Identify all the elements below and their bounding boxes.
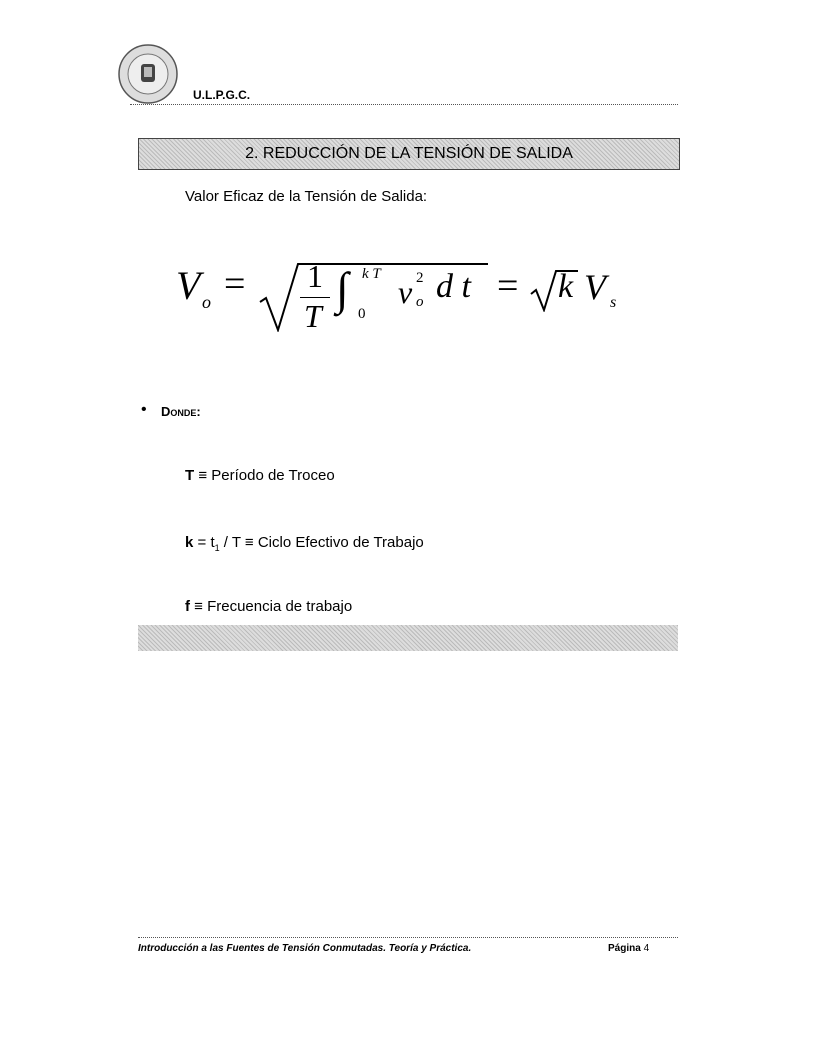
formula-numerator: 1 (307, 258, 323, 294)
intro-text: Valor Eficaz de la Tensión de Salida: (185, 188, 428, 205)
formula-sub-o2: o (416, 294, 424, 310)
footer-title: Introducción a las Fuentes de Tensión Conmutadas. Teoría y Práctica. (138, 943, 472, 954)
def-subscript: 1 (214, 543, 220, 553)
header-org: U.L.P.G.C. (193, 88, 251, 102)
formula-equals-2: = (497, 265, 519, 307)
def-text: = t (193, 534, 215, 551)
definition-f (185, 598, 352, 615)
formula-exp-2: 2 (416, 270, 424, 286)
formula-V: V (176, 263, 201, 308)
university-seal-logo (117, 44, 179, 104)
integral-upper: k T (362, 266, 381, 282)
integral-sign: ∫ (336, 263, 349, 314)
formula-equals: = (224, 263, 246, 305)
page-number: 4 (643, 943, 650, 954)
footer-divider (138, 937, 678, 938)
def-text-2: / T ≡ Ciclo Efectivo de Trabajo (219, 534, 424, 551)
formula-Vs: V (584, 267, 606, 307)
formula-sub-s: s (610, 294, 617, 311)
formula-k: k (558, 268, 574, 305)
formula-denominator: T (304, 298, 322, 334)
def-symbol: k (185, 534, 194, 551)
header-divider (130, 104, 678, 105)
formula-v: v (398, 274, 413, 310)
def-symbol: T (185, 467, 195, 484)
def-text: ≡ Frecuencia de trabajo (190, 598, 353, 615)
def-text: ≡ Período de Troceo (194, 467, 335, 484)
donde-label: Donde: (161, 404, 201, 419)
definition-k (185, 534, 424, 553)
bullet: • (141, 401, 147, 418)
section-end-bar (138, 625, 678, 651)
def-symbol: f (185, 598, 190, 615)
formula-sub-o: o (202, 292, 211, 312)
integral-lower: 0 (358, 306, 366, 322)
formula-dt: d t (436, 268, 471, 305)
page-label: Página (608, 943, 641, 954)
section-title: 2. REDUCCIÓN DE LA TENSIÓN DE SALIDA (138, 138, 680, 170)
footer-page (608, 943, 649, 954)
definition-T (185, 467, 335, 484)
